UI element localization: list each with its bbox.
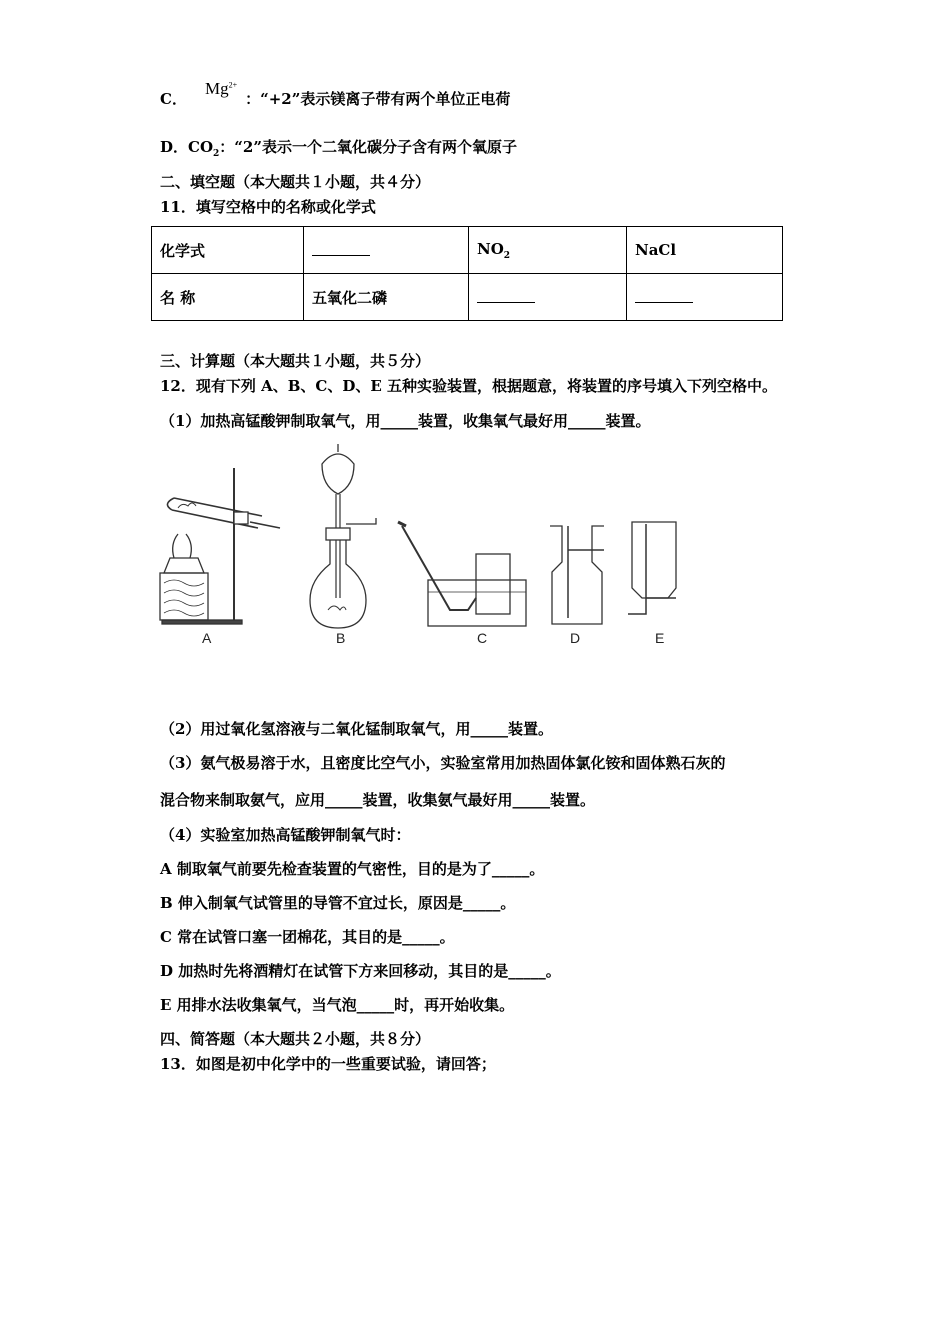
delivery-tube-c — [402, 526, 476, 610]
q12-part1: （1）加热高锰酸钾制取氧气，用_____装置，收集氧气最好用_____装置。 — [160, 412, 651, 430]
option-c-prefix: C． — [160, 90, 187, 108]
q12-item-e: E 用排水法收集氧气，当气泡_____时，再开始收集。 — [160, 996, 515, 1014]
round-flask — [310, 540, 366, 628]
side-tube-b — [346, 518, 376, 524]
water-trough — [428, 580, 526, 626]
blank-name-3 — [627, 274, 783, 321]
no2-sub: 2 — [503, 250, 511, 261]
q12-part4: （4）实验室加热高锰酸钾制氧气时： — [160, 826, 411, 844]
wood-grain — [164, 580, 204, 616]
section-3-title: 三、计算题（本大题共１小题，共５分） — [160, 352, 431, 370]
cell-nacl: NaCl — [627, 227, 783, 274]
section-2-title: 二、填空题（本大题共１小题，共４分） — [160, 173, 431, 191]
no2-text: NO — [477, 239, 504, 258]
option-d-text: ：“2”表示一个二氧化碳分子含有两个氧原子 — [219, 138, 517, 156]
option-c — [160, 79, 511, 109]
apparatus-b — [310, 444, 376, 628]
table-row — [152, 227, 783, 274]
collecting-bottle — [476, 554, 510, 614]
apparatus-c — [398, 522, 526, 626]
row-label-name: 名 称 — [152, 274, 304, 321]
q12-stem: 12．现有下列 A、B、C、D、E 五种实验装置，根据题意，将装置的序号填入下列空格中。 — [160, 377, 778, 395]
apparatus-e — [628, 522, 676, 614]
q12-item-a: A 制取氧气前要先检查装置的气密性，目的是为了_____。 — [160, 860, 545, 878]
tube-end — [398, 522, 406, 526]
cell-no2 — [469, 227, 627, 274]
apparatus-figure — [150, 438, 690, 653]
q12-part2: （2）用过氧化氢溶液与二氧化锰制取氧气，用_____装置。 — [160, 720, 553, 738]
flask-solid — [328, 606, 346, 610]
lamp-flame — [173, 534, 192, 558]
apparatus-a — [160, 468, 280, 624]
blank-formula-1 — [304, 227, 469, 274]
reagent — [178, 503, 196, 508]
apparatus-d — [550, 526, 604, 624]
label-c: C — [477, 630, 488, 646]
q12-part3-line2: 混合物来制取氨气，应用_____装置，收集氨气最好用_____装置。 — [160, 791, 596, 809]
label-a: A — [202, 630, 212, 646]
answer-blank — [477, 288, 535, 303]
option-c-text: ：“+2”表示镁离子带有两个单位正电荷 — [245, 90, 511, 108]
mg-charge: 2+ — [228, 80, 238, 90]
separatory-funnel — [322, 454, 354, 494]
q12-item-b: B 伸入制氧气试管里的导管不宜过长，原因是_____。 — [160, 894, 516, 912]
alcohol-lamp — [164, 558, 204, 573]
label-d: D — [570, 630, 581, 646]
mg-symbol — [205, 79, 237, 98]
label-b: B — [336, 630, 346, 646]
blank-name-2 — [469, 274, 627, 321]
row-label-formula: 化学式 — [152, 227, 304, 274]
table-row — [152, 274, 783, 321]
section-4-title: 四、简答题（本大题共２小题，共８分） — [160, 1030, 431, 1048]
cell-p2o5-name: 五氧化二磷 — [304, 274, 469, 321]
label-e: E — [655, 630, 665, 646]
option-d-prefix: D．CO — [160, 138, 214, 156]
option-d-sub: 2 — [213, 149, 220, 159]
clamp — [234, 512, 248, 524]
inlet-tube-e — [628, 524, 646, 614]
formula-table — [151, 226, 783, 321]
mg-symbol-text: Mg — [204, 79, 229, 98]
gas-bottle-d — [550, 526, 604, 624]
answer-blank — [635, 288, 693, 303]
q13-stem: 13．如图是初中化学中的一些重要试验，请回答； — [160, 1055, 496, 1073]
q11-stem: 11．填写空格中的名称或化学式 — [160, 198, 376, 216]
test-tube-bottom — [167, 498, 174, 510]
option-d — [160, 136, 517, 159]
q12-item-d: D 加热时先将酒精灯在试管下方来回移动，其目的是_____。 — [160, 962, 561, 980]
q12-item-c: C 常在试管口塞一团棉花，其目的是_____。 — [160, 928, 455, 946]
q12-part3-line1: （3）氨气极易溶于水，且密度比空气小，实验室常用加热固体氯化铵和固体熟石灰的 — [160, 754, 726, 772]
flask-stopper — [326, 528, 350, 540]
gas-bottle-e — [632, 522, 676, 598]
answer-blank — [312, 241, 370, 256]
